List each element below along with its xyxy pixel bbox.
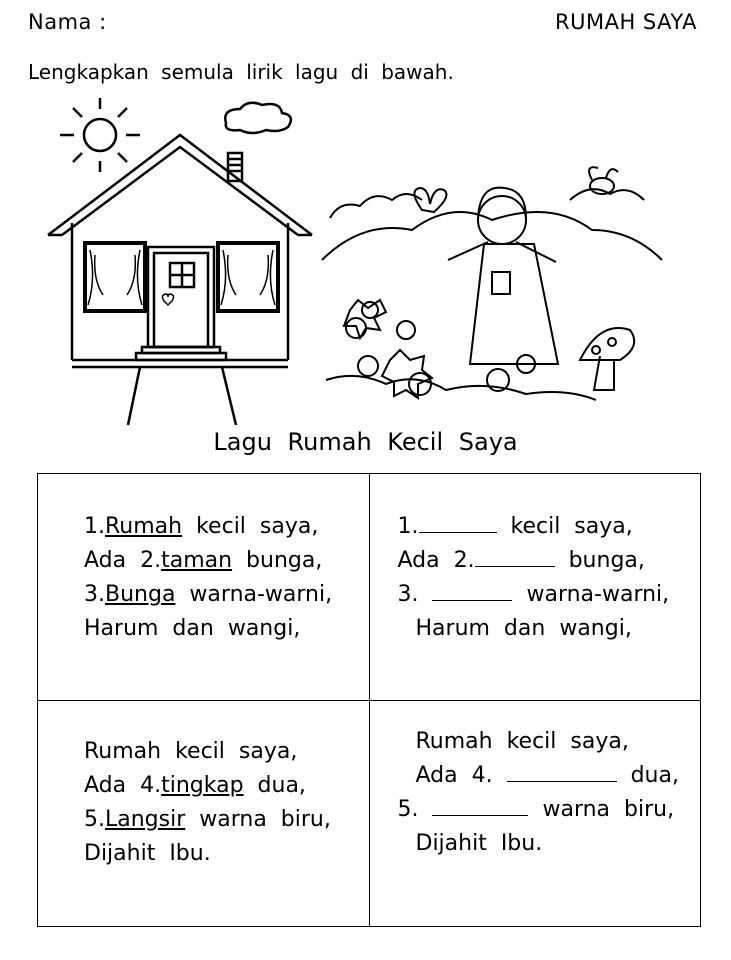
line-text: 1.: [397, 514, 419, 539]
answer-text: Rumah: [105, 514, 183, 539]
verse1-blank-line: [398, 510, 670, 544]
verse2-text: [84, 735, 331, 871]
line-text: dua,: [243, 773, 306, 798]
line-text: Rumah kecil saya,: [415, 729, 629, 754]
house-illustration: [40, 95, 320, 430]
line-text: warna biru,: [528, 797, 675, 822]
verse1-text: [84, 510, 332, 646]
answer-text: Bunga: [105, 582, 176, 607]
line-text: Dijahit Ibu.: [415, 831, 543, 856]
line-text: Harum dan wangi,: [415, 616, 632, 641]
blank-field[interactable]: [432, 793, 528, 816]
line-text: Ada 4.: [84, 773, 162, 798]
line-text: Dijahit Ibu.: [84, 841, 211, 866]
verse2-line: [84, 837, 331, 871]
verse1-line: [84, 544, 332, 578]
line-text: 3.: [397, 582, 433, 607]
verse2-blank-line: [398, 793, 679, 827]
verse1-line: [84, 578, 332, 612]
answer-text: taman: [161, 548, 233, 573]
line-text: Ada 2.: [397, 548, 475, 573]
line-text: bunga,: [554, 548, 645, 573]
line-text: 5.: [397, 797, 433, 822]
song-title: Lagu Rumah Kecil Saya: [213, 428, 518, 456]
verse2-line: [84, 803, 331, 837]
verse2-line: [84, 769, 331, 803]
verse2-cell: [38, 701, 370, 927]
line-text: warna-warni,: [512, 582, 670, 607]
verse1-blank-line: [398, 612, 670, 646]
verse1-blank-text: [398, 510, 670, 646]
lyrics-table: [37, 473, 701, 927]
verse1-cell: [38, 474, 370, 701]
line-text: kecil saya,: [496, 514, 633, 539]
line-text: 5.: [84, 807, 105, 832]
blank-field[interactable]: [419, 510, 497, 533]
line-text: Harum dan wangi,: [84, 616, 301, 641]
verse1-blank-cell: [369, 474, 701, 701]
line-text: 3.: [84, 582, 105, 607]
line-text: warna biru,: [185, 807, 331, 832]
blank-field[interactable]: [432, 578, 512, 601]
verse2-blank-line: [398, 827, 679, 861]
line-text: Ada 2.: [84, 548, 162, 573]
verse2-blank-text: [398, 725, 679, 861]
verse1-line: [84, 612, 332, 646]
line-text: bunga,: [232, 548, 323, 573]
line-text: Ada 4.: [415, 763, 507, 788]
worksheet-title: RUMAH SAYA: [555, 10, 697, 34]
verse2-line: [84, 735, 331, 769]
name-label: Nama :: [28, 10, 107, 34]
line-text: kecil saya,: [182, 514, 319, 539]
verse1-blank-line: [398, 544, 670, 578]
verse2-blank-line: [398, 725, 679, 759]
line-text: Rumah kecil saya,: [84, 739, 298, 764]
line-text: dua,: [616, 763, 679, 788]
line-text: 1.: [84, 514, 105, 539]
verse2-blank-line: [398, 759, 679, 793]
line-text: warna-warni,: [175, 582, 333, 607]
instruction-text: Lengkapkan semula lirik lagu di bawah.: [28, 60, 454, 84]
verse1-blank-line: [398, 578, 670, 612]
blank-field[interactable]: [475, 544, 555, 567]
garden-girl-illustration: [320, 160, 670, 415]
verse2-blank-cell: [369, 701, 701, 927]
verse1-line: [84, 510, 332, 544]
blank-field[interactable]: [507, 759, 617, 782]
answer-text: Langsir: [105, 807, 186, 832]
answer-text: tingkap: [161, 773, 244, 798]
